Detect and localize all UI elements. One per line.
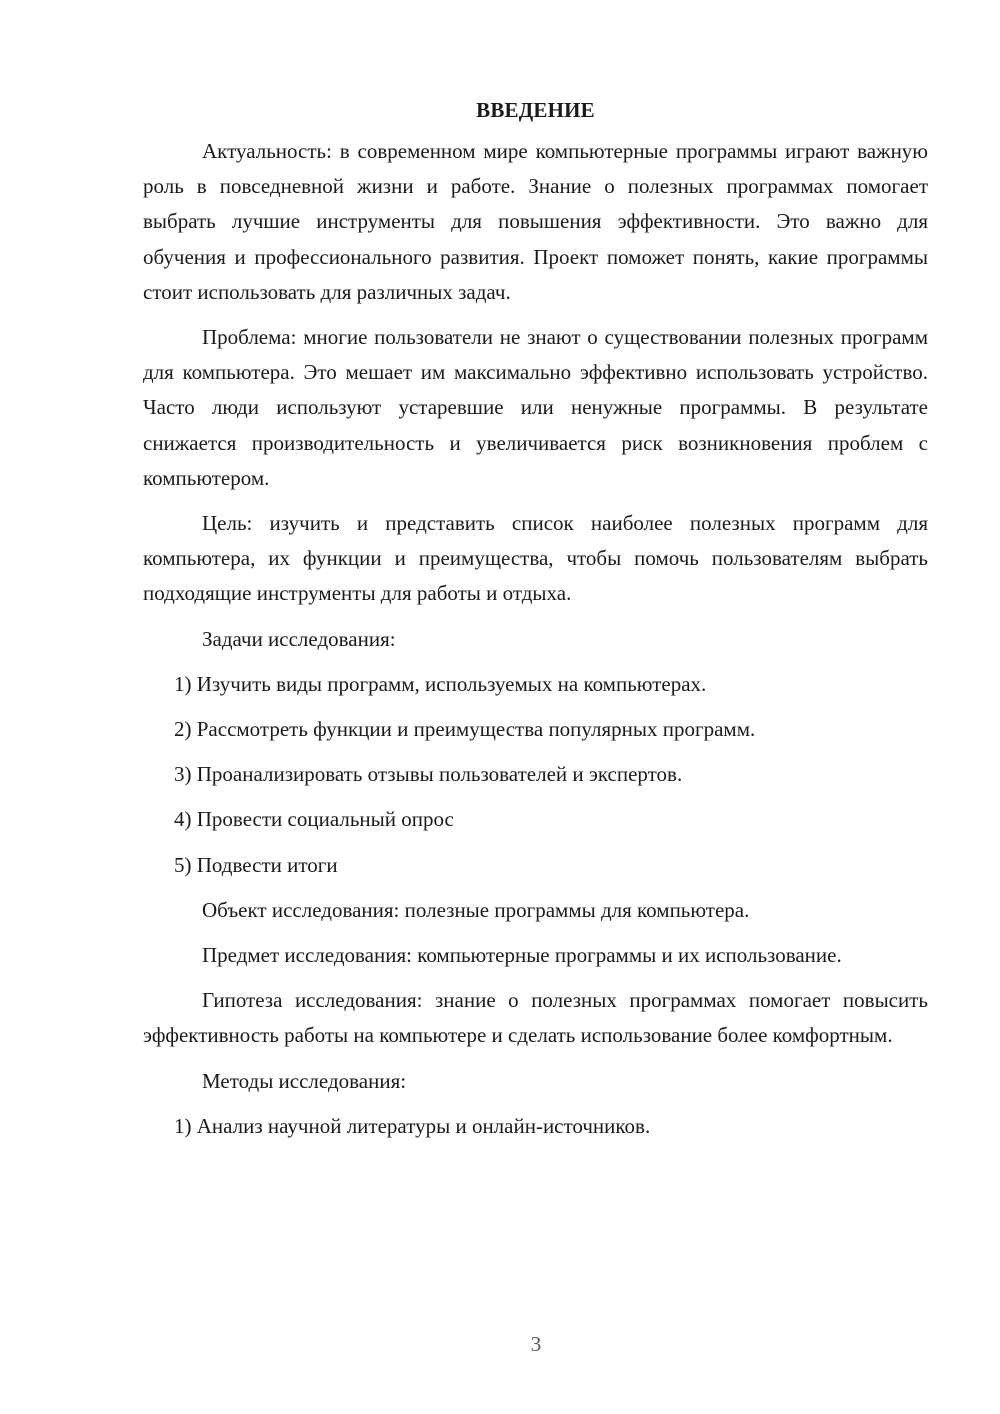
goal-paragraph: Цель: изучить и представить список наиболее полезных программ для компьютера, их функции и преимущества, чтобы помочь пользователям выбрать подходящие инструменты для работы и отдыха. bbox=[143, 511, 928, 606]
methods-heading: Методы исследования: bbox=[202, 1068, 407, 1093]
document-body bbox=[143, 92, 928, 1154]
problem-paragraph: Проблема: многие пользователи не знают о существовании полезных программ для компьютера. Это мешает им максимально эффективно использовать устройство. Часто люди используют устаревшие или ненужные программы. В результате снижается производительность и увеличивается риск возникновения проблем с компьютером. bbox=[143, 325, 928, 490]
section-title: ВВЕДЕНИЕ bbox=[476, 98, 595, 122]
subject-paragraph: Предмет исследования: компьютерные программы и их использование. bbox=[202, 943, 842, 968]
object-paragraph: Объект исследования: полезные программы для компьютера. bbox=[202, 897, 750, 922]
tasks-list bbox=[143, 667, 928, 883]
relevance-paragraph: Актуальность: в современном мире компьютерные программы играют важную роль в повседневной жизни и работе. Знание о полезных программах помогает выбрать лучшие инструменты для повышения эффективности. Это важно для обучения и профессионального развития. Проект поможет понять, какие программы стоит использовать для различных задач. bbox=[143, 139, 928, 304]
list-item: 1) Анализ научной литературы и онлайн-источников. bbox=[174, 1113, 651, 1138]
page-number: 3 bbox=[530, 1332, 542, 1356]
hypothesis-paragraph: Гипотеза исследования: знание о полезных программах помогает повысить эффективность работы на компьютере и сделать использование более комфортным. bbox=[143, 988, 928, 1048]
list-item: 4) Провести социальный опрос bbox=[174, 807, 454, 832]
methods-list bbox=[143, 1109, 928, 1144]
tasks-heading: Задачи исследования: bbox=[202, 626, 396, 651]
list-item: 2) Рассмотреть функции и преимущества популярных программ. bbox=[174, 717, 756, 742]
list-item: 3) Проанализировать отзывы пользователей и экспертов. bbox=[174, 762, 683, 787]
list-item: 1) Изучить виды программ, используемых на компьютерах. bbox=[174, 671, 707, 696]
list-item: 5) Подвести итоги bbox=[174, 852, 338, 877]
